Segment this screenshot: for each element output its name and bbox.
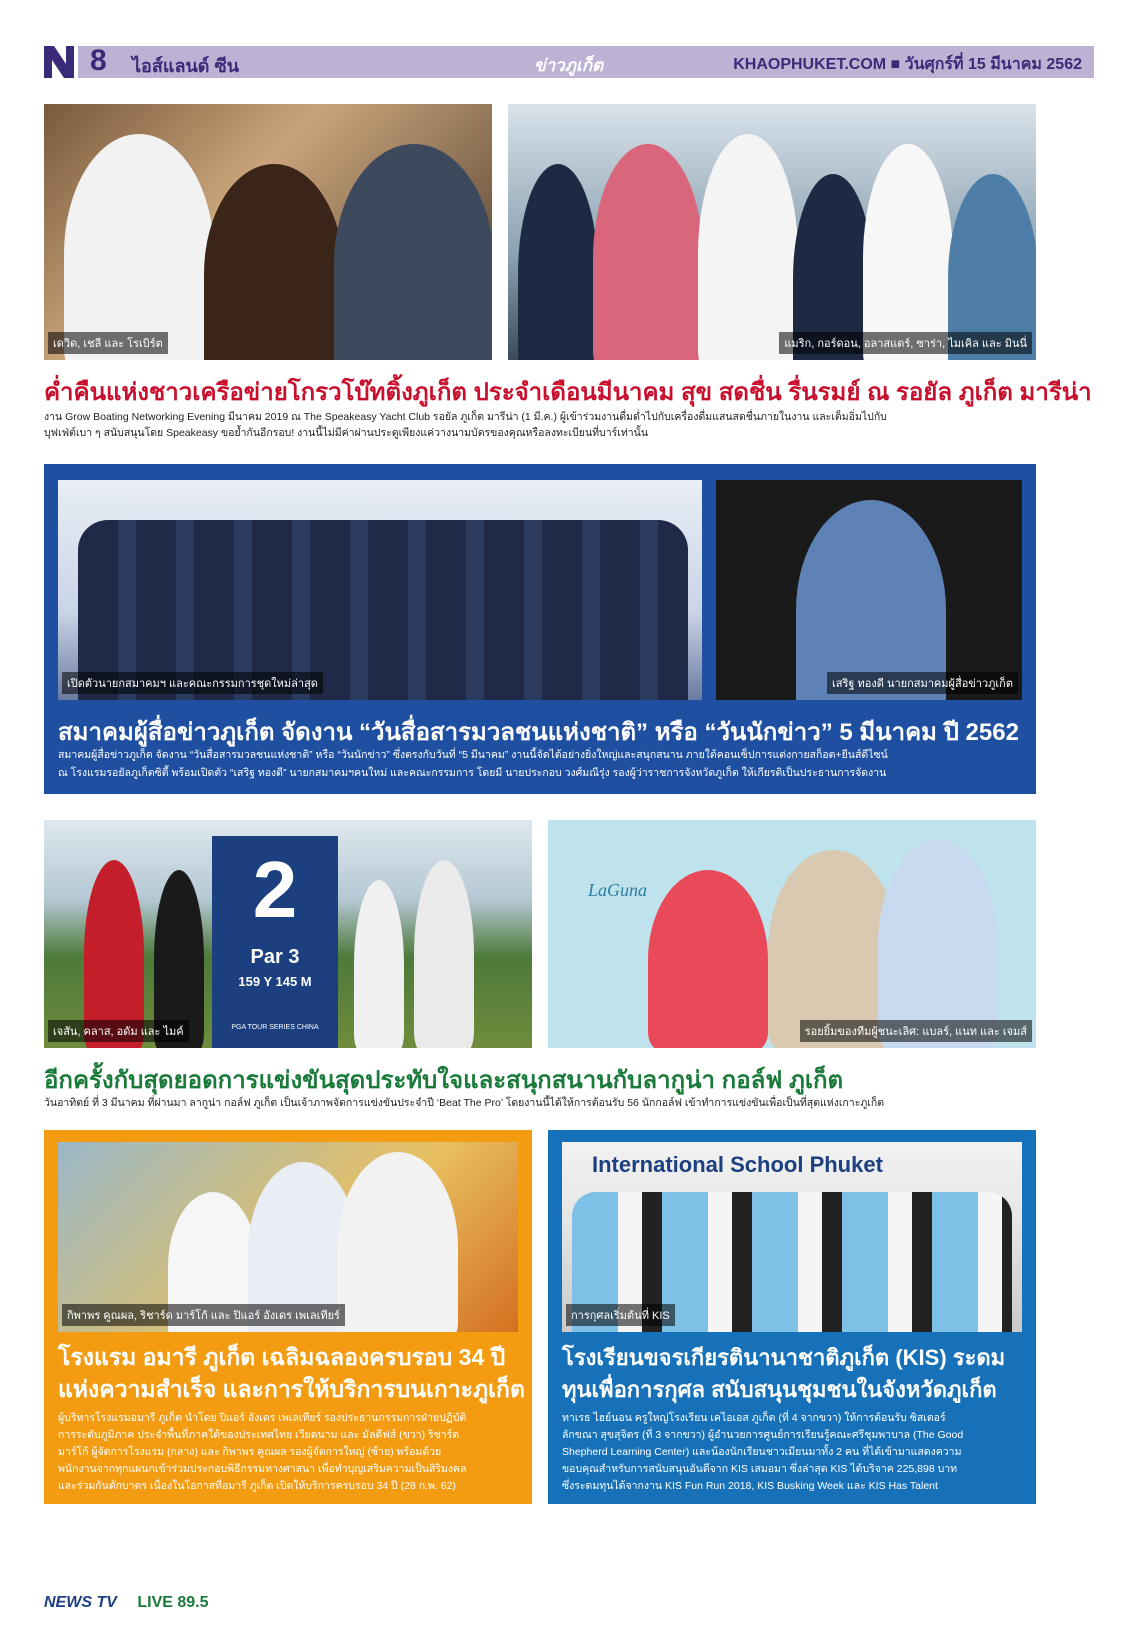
- story4-photo: [58, 1142, 518, 1332]
- live-radio-logo: LIVE 89.5: [137, 1594, 209, 1611]
- story1-headline: ค่ำคืนแห่งชาวเครือข่ายโกรวโบ๊ทติ้งภูเก็ต ประจำเดือนมีนาคม สุข สดชื่น รื่นรมย์ ณ รอยัล ภูเก็ต มารีน่า: [44, 379, 1092, 406]
- section-title: ไอส์แลนด์ ซีน: [132, 56, 239, 76]
- page-header: [44, 46, 1094, 78]
- story5-body-line: ลักขณา สุขสุจิตร (ที่ 3 จากขวา) ผู้อำนวยการศูนย์การเรียนรู้คณะศรีชุมพาบาล (The Good: [562, 1429, 964, 1441]
- person: [796, 500, 946, 700]
- story3-headline: อีกครั้งกับสุดยอดการแข่งขันสุดประทับใจและสนุกสนานกับลากูน่า กอล์ฟ ภูเก็ต: [44, 1067, 844, 1094]
- site-date: KHAOPHUKET.COM ■ วันศุกร์ที่ 15 มีนาคม 2562: [733, 56, 1082, 73]
- story1-body-line: งาน Grow Boating Networking Evening มีนาคม 2019 ณ The Speakeasy Yacht Club รอยัล ภูเก็ต มารีน่า (1 มี.ค.) ผู้เข้าร่วมงานดื่มด่ำไปกับเครื่องดื่มแสนสดชื่นภายในงาน และเต็มอิ่มไปกับ: [44, 411, 887, 423]
- story1-photo-left: [44, 104, 492, 360]
- school-sign: International School Phuket: [592, 1152, 883, 1177]
- person: [698, 134, 798, 360]
- story4-body-line: และร่วมกันตักบาตร เนื่องในโอกาสที่อมารี ภูเก็ต เปิดให้บริการครบรอบ 34 ปี (28 ก.พ. 62): [58, 1480, 456, 1492]
- photo-caption: เสริฐ ทองดี นายกสมาคมผู้สื่อข่าวภูเก็ต: [827, 672, 1018, 694]
- story5-body: [562, 1410, 1022, 1495]
- story5-headline-line: ทุนเพื่อการกุศล สนับสนุนชุมชนในจังหวัดภูเก็ต: [562, 1377, 997, 1402]
- sign-tour: PGA TOUR SERIES CHINA: [231, 1024, 319, 1031]
- photo-caption: เปิดตัวนายกสมาคมฯ และคณะกรรมการชุดใหม่ล่าสุด: [62, 672, 323, 694]
- photo-caption: เดวิด, เชลี และ โรเบิร์ต: [48, 332, 168, 354]
- story5-photo: [562, 1142, 1022, 1332]
- story3-photo-left: [44, 820, 532, 1048]
- photo-caption: แมริก, กอร์ดอน, อลาสแดร์, ซาร่า, ไมเคิล และ มินนี่: [779, 332, 1032, 354]
- story2-body-line: ณ โรงแรมรอยัลภูเก็ตซิตี้ พร้อมเปิดตัว “เสริฐ ทองดี” นายกสมาคมฯคนใหม่ และคณะกรรมการ โดยมี นายประกอบ วงศ์มณีรุ่ง รองผู้ว่าราชการจังหวัดภูเก็ต ให้เกียรติเป็นประธานการจัดงาน: [58, 767, 887, 779]
- story4-headline-line: แห่งความสำเร็จ และการให้บริการบนเกาะภูเก็ต: [58, 1376, 525, 1402]
- story5-body-line: ซึ่งระดมทุนได้จากงาน KIS Fun Run 2018, KIS Busking Week และ KIS Has Talent: [562, 1480, 938, 1492]
- story2-photo-right: [716, 480, 1022, 700]
- story5-headline-line: โรงเรียนขจรเกียรตินานาชาติภูเก็ต (KIS) ระดม: [562, 1345, 1006, 1370]
- story4-body: [58, 1410, 518, 1495]
- story3-body-line: วันอาทิตย์ ที่ 3 มีนาคม ที่ผ่านมา ลากูน่า กอล์ฟ ภูเก็ต เป็นเจ้าภาพจัดการแข่งขันประจำปี ‘Beat The Pro’ โดยงานนี้ได้ให้การต้อนรับ 56 นักกอล์ฟ เข้าทำการแข่งขันเพื่อเป็นที่สุดแห่งเกาะภูเก็ต: [44, 1097, 885, 1109]
- story1-body-line: บุฟเฟ่ต์เบา ๆ สนับสนุนโดย Speakeasy ขอย้ำกันอีกรอบ! งานนี้ไม่มีค่าผ่านประตูเพียงแค่วางนามบัตรของคุณหรือลงทะเบียนที่บาร์เท่านั้น: [44, 427, 649, 439]
- story4-body-line: ผู้บริหารโรงแรมอมารี ภูเก็ต นำโดย ปิแอร์ อังเดร เพเลเทียร์ รองประธานกรรมการฝ่ายปฏิบัติ: [58, 1412, 467, 1424]
- person: [204, 164, 344, 360]
- newspaper-logo-icon: [44, 46, 74, 78]
- sign-number: 2: [252, 845, 298, 934]
- person: [334, 144, 492, 360]
- story5-body-line: Shepherd Learning Center) และน้องนักเรียนชาวเมียนมาทั้ง 2 คน ที่ได้เข้ามาแสดงความ: [562, 1446, 962, 1458]
- story2-body-line: สมาคมผู้สื่อข่าวภูเก็ต จัดงาน “วันสื่อสารมวลชนแห่งชาติ” หรือ “วันนักข่าว” ซึ่งตรงกับวันที่ “5 มีนาคม” งานนี้จัดได้อย่างยิ่งใหญ่และสนุกสนาน ภายใต้คอนเซ็ปการแต่งกายสก็อต+ยีนส์ดีไซน์: [58, 749, 888, 761]
- person: [878, 840, 998, 1048]
- person: [863, 144, 953, 360]
- footer-logos: [44, 1594, 209, 1612]
- sign-yards: 159 Y 145 M: [238, 974, 312, 989]
- laguna-text: LaGuna: [588, 880, 648, 900]
- story2-headline: สมาคมผู้สื่อข่าวภูเก็ต จัดงาน “วันสื่อสารมวลชนแห่งชาติ” หรือ “วันนักข่าว” 5 มีนาคม ปี 2562: [58, 719, 1019, 746]
- story5-body-line: ทาเรธ ไฮย์นอน ครูใหญ่โรงเรียน เคไอเอส ภูเก็ต (ที่ 4 จากขวา) ให้การต้อนรับ ซิสเตอร์: [562, 1412, 946, 1424]
- person: [518, 164, 598, 360]
- hole-sign: [212, 836, 338, 1048]
- photo-caption: เจสัน, คลาส, อดัม และ ไมค์: [48, 1020, 189, 1042]
- photo-caption: รอยยิ้มของทีมผู้ชนะเลิศ: แบลร์, แนท และ เจมส์: [800, 1020, 1032, 1042]
- story2-photo-left: [58, 480, 702, 700]
- person: [648, 870, 768, 1048]
- sign-par: Par 3: [250, 946, 300, 968]
- story4-body-line: พนักงานจากทุกแผนกเข้าร่วมประกอบพิธีกรรมทางศาสนา เพื่อทำบุญเสริมความเป็นสิริมงคล: [58, 1463, 467, 1475]
- person: [593, 144, 703, 360]
- story3-photo-right: [548, 820, 1036, 1048]
- page-number: 8: [90, 44, 107, 77]
- person: [338, 1152, 458, 1332]
- story4-headline-line: โรงแรม อมารี ภูเก็ต เฉลิมฉลองครบรอบ 34 ปี: [58, 1344, 506, 1370]
- photo-caption: การกุศลเริ่มต้นที่ KIS: [566, 1304, 675, 1326]
- story1-photo-right: [508, 104, 1036, 360]
- story4-body-line: การระดับภูมิภาค ประจำพื้นที่ภาคใต้ของประเทศไทย เวียดนาม และ มัลดีฟส์ (ขวา) ริชาร์ด: [58, 1429, 460, 1441]
- person: [354, 880, 404, 1048]
- photo-caption: กิพาพร คูณผล, ริชาร์ด มาร์โก้ และ ปิแอร์ อังเดร เพเลเทียร์: [62, 1304, 345, 1326]
- person: [414, 860, 474, 1048]
- person: [64, 134, 214, 360]
- story5-body-line: ขอบคุณสำหรับการสนับสนุนอันดีจาก KIS เสมอมา ซึ่งล่าสุด KIS ได้บริจาค 225,898 บาท: [562, 1463, 958, 1475]
- news-tv-logo: NEWS TV: [44, 1594, 117, 1611]
- story4-body-line: มาร์โก้ ผู้จัดการโรงแรม (กลาง) และ กิพาพร คูณผล รองผู้จัดการใหญ่ (ซ้าย) พร้อมด้วย: [58, 1446, 442, 1458]
- brand-name: ข่าวภูเก็ต: [534, 56, 604, 75]
